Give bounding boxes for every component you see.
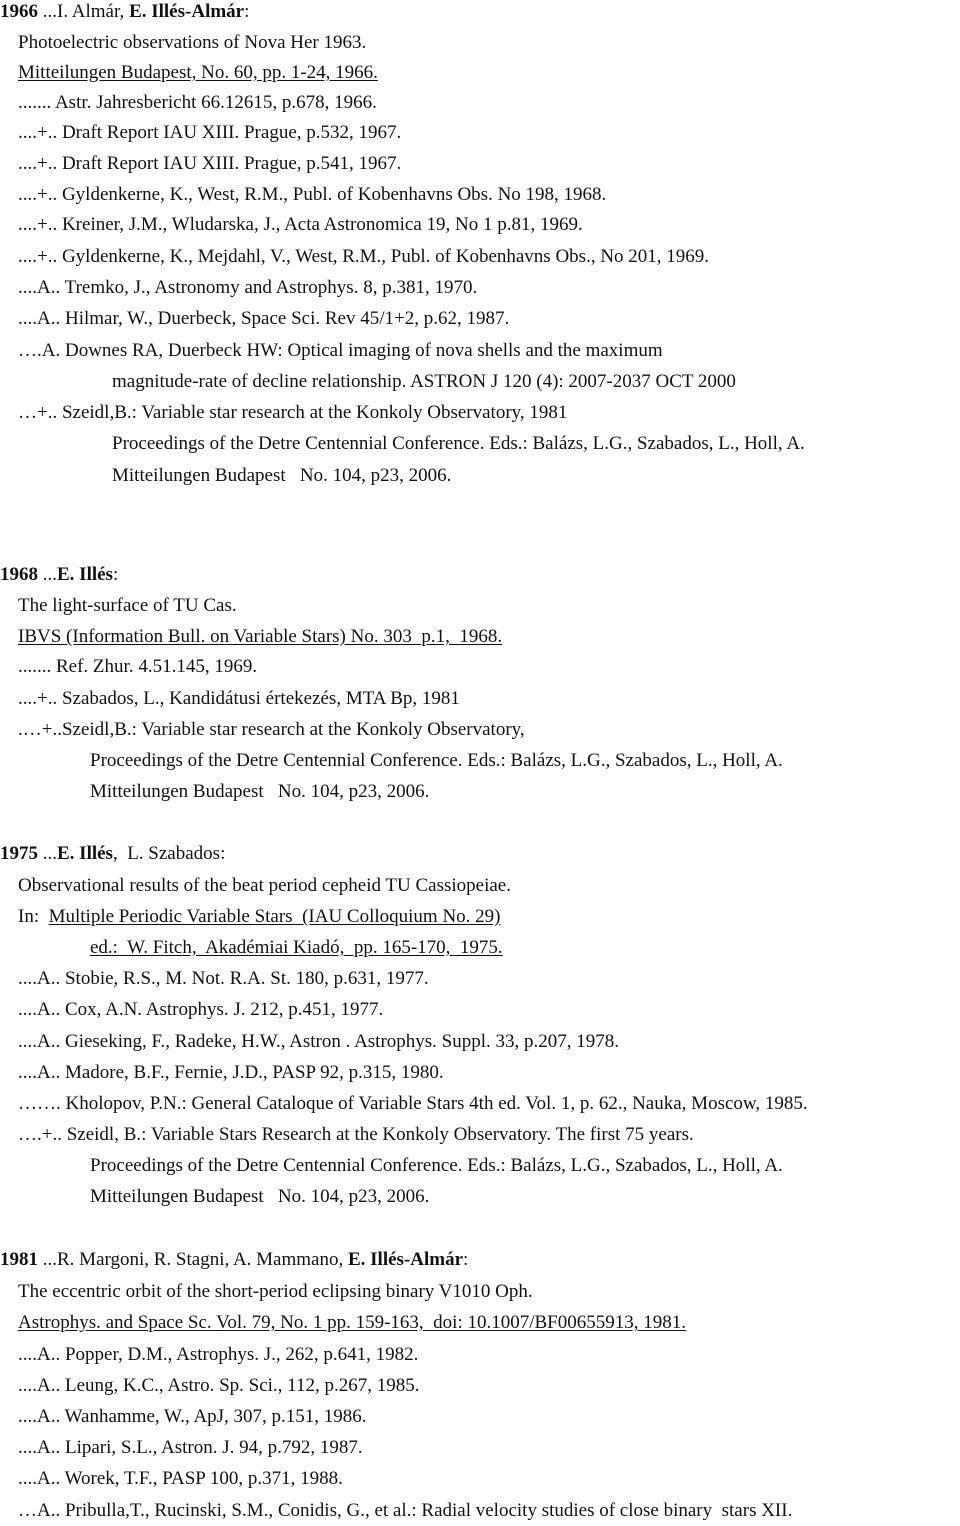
citation-line: ....+.. Gyldenkerne, K., West, R.M., Publ. of Kobenhavns Obs. No 198, 1968. bbox=[18, 184, 607, 205]
citation-line: ……. Kholopov, P.N.: General Cataloque of Variable Stars 4th ed. Vol. 1, p. 62., Nauka, Moscow, 1985. bbox=[18, 1093, 808, 1114]
citation-continuation: Mitteilungen Budapest No. 104, p23, 2006. bbox=[90, 1186, 430, 1207]
entry-header-1966 bbox=[0, 0, 249, 24]
citation-line: ....A.. Gieseking, F., Radeke, H.W., Astron . Astrophys. Suppl. 33, p.207, 1978. bbox=[18, 1031, 620, 1052]
entry-author-bold: E. Illés-Almár bbox=[129, 1, 245, 22]
citation-line: ....+.. Szabados, L., Kandidátusi értekezés, MTA Bp, 1981 bbox=[18, 688, 460, 709]
citation-continuation: Proceedings of the Detre Centennial Conference. Eds.: Balázs, L.G., Szabados, L., Holl, A. bbox=[112, 433, 805, 454]
entry-journal: IBVS (Information Bull. on Variable Stars) No. 303 p.1, 1968. bbox=[18, 626, 503, 647]
entry-title: Observational results of the beat period cepheid TU Cassiopeiae. bbox=[18, 875, 511, 896]
entry-header-1968 bbox=[0, 563, 118, 587]
entry-header-suffix: : bbox=[112, 564, 119, 585]
entry-journal: Multiple Periodic Variable Stars (IAU Colloquium No. 29) bbox=[48, 906, 501, 927]
entry-author-bold: E. Illés bbox=[57, 564, 113, 585]
citation-line: ....A.. Cox, A.N. Astrophys. J. 212, p.451, 1977. bbox=[18, 999, 384, 1020]
citation-line: .…+..Szeidl,B.: Variable star research at the Konkoly Observatory, bbox=[18, 719, 525, 740]
entry-authors: ... bbox=[38, 564, 57, 585]
entry-year: 1966 bbox=[0, 1, 38, 22]
entry-authors: ...I. Almár, bbox=[38, 1, 130, 22]
citation-line: ....... Astr. Jahresbericht 66.12615, p.678, 1966. bbox=[18, 92, 377, 113]
citation-line: ....A.. Wanhamme, W., ApJ, 307, p.151, 1986. bbox=[18, 1406, 367, 1427]
citation-line: ....+.. Gyldenkerne, K., Mejdahl, V., West, R.M., Publ. of Kobenhavns Obs., No 201, 1969. bbox=[18, 246, 710, 267]
entry-authors: ...R. Margoni, R. Stagni, A. Mammano, bbox=[38, 1249, 348, 1270]
entry-header-suffix: , L. Szabados: bbox=[112, 843, 226, 864]
entry-author-bold: E. Illés bbox=[57, 843, 113, 864]
entry-year: 1968 bbox=[0, 564, 38, 585]
citation-line: ....+.. Draft Report IAU XIII. Prague, p.541, 1967. bbox=[18, 153, 402, 174]
citation-line: ....A.. Stobie, R.S., M. Not. R.A. St. 180, p.631, 1977. bbox=[18, 968, 429, 989]
citation-line: ….+.. Szeidl, B.: Variable Stars Research at the Konkoly Observatory. The first 75 years. bbox=[18, 1124, 694, 1145]
citation-line: ....A.. Worek, T.F., PASP 100, p.371, 1988. bbox=[18, 1468, 343, 1489]
entry-year: 1981 bbox=[0, 1249, 38, 1270]
entry-journal-line bbox=[18, 905, 501, 929]
citation-continuation: Proceedings of the Detre Centennial Conference. Eds.: Balázs, L.G., Szabados, L., Holl, A. bbox=[90, 1155, 783, 1176]
citation-line: ....+.. Kreiner, J.M., Wludarska, J., Acta Astronomica 19, No 1 p.81, 1969. bbox=[18, 214, 583, 235]
citation-continuation: magnitude-rate of decline relationship. ASTRON J 120 (4): 2007-2037 OCT 2000 bbox=[112, 371, 736, 392]
entry-journal: Mitteilungen Budapest, No. 60, pp. 1-24, 1966. bbox=[18, 62, 378, 83]
citation-line: ....A.. Popper, D.M., Astrophys. J., 262, p.641, 1982. bbox=[18, 1344, 419, 1365]
entry-header-suffix: : bbox=[244, 1, 250, 22]
entry-header-1975 bbox=[0, 842, 225, 866]
citation-line: ....A.. Lipari, S.L., Astron. J. 94, p.792, 1987. bbox=[18, 1437, 363, 1458]
entry-year: 1975 bbox=[0, 843, 38, 864]
citation-line: ....A.. Hilmar, W., Duerbeck, Space Sci. Rev 45/1+2, p.62, 1987. bbox=[18, 308, 510, 329]
citation-continuation: Mitteilungen Budapest No. 104, p23, 2006. bbox=[112, 465, 452, 486]
citation-line: ....A.. Madore, B.F., Fernie, J.D., PASP 92, p.315, 1980. bbox=[18, 1062, 444, 1083]
citation-line: ....+.. Draft Report IAU XIII. Prague, p.532, 1967. bbox=[18, 122, 402, 143]
entry-authors: ... bbox=[38, 843, 57, 864]
citation-continuation: Mitteilungen Budapest No. 104, p23, 2006. bbox=[90, 781, 430, 802]
entry-author-bold: E. Illés-Almár bbox=[347, 1249, 464, 1270]
citation-line: …+.. Szeidl,B.: Variable star research at the Konkoly Observatory, 1981 bbox=[18, 402, 568, 423]
in-prefix: In: bbox=[18, 906, 49, 927]
citation-line: ....... Ref. Zhur. 4.51.145, 1969. bbox=[18, 656, 258, 677]
citation-line: …A.. Pribulla,T., Rucinski, S.M., Conidis, G., et al.: Radial velocity studies of close binary stars XII. bbox=[18, 1500, 793, 1521]
entry-header-1981 bbox=[0, 1248, 468, 1272]
entry-title: The eccentric orbit of the short-period eclipsing binary V1010 Oph. bbox=[18, 1281, 533, 1302]
entry-title: The light-surface of TU Cas. bbox=[18, 595, 237, 616]
citation-line: ....A.. Leung, K.C., Astro. Sp. Sci., 112, p.267, 1985. bbox=[18, 1375, 420, 1396]
citation-line: ....A.. Tremko, J., Astronomy and Astrophys. 8, p.381, 1970. bbox=[18, 277, 478, 298]
entry-journal-continuation: ed.: W. Fitch, Akadémiai Kiadó, pp. 165-170, 1975. bbox=[90, 937, 503, 958]
citation-continuation: Proceedings of the Detre Centennial Conference. Eds.: Balázs, L.G., Szabados, L., Holl, A. bbox=[90, 750, 783, 771]
entry-title: Photoelectric observations of Nova Her 1963. bbox=[18, 32, 367, 53]
entry-header-suffix: : bbox=[463, 1249, 469, 1270]
citation-line: ….A. Downes RA, Duerbeck HW: Optical imaging of nova shells and the maximum bbox=[18, 340, 663, 361]
entry-journal: Astrophys. and Space Sc. Vol. 79, No. 1 pp. 159-163, doi: 10.1007/BF00655913, 1981. bbox=[18, 1312, 686, 1333]
